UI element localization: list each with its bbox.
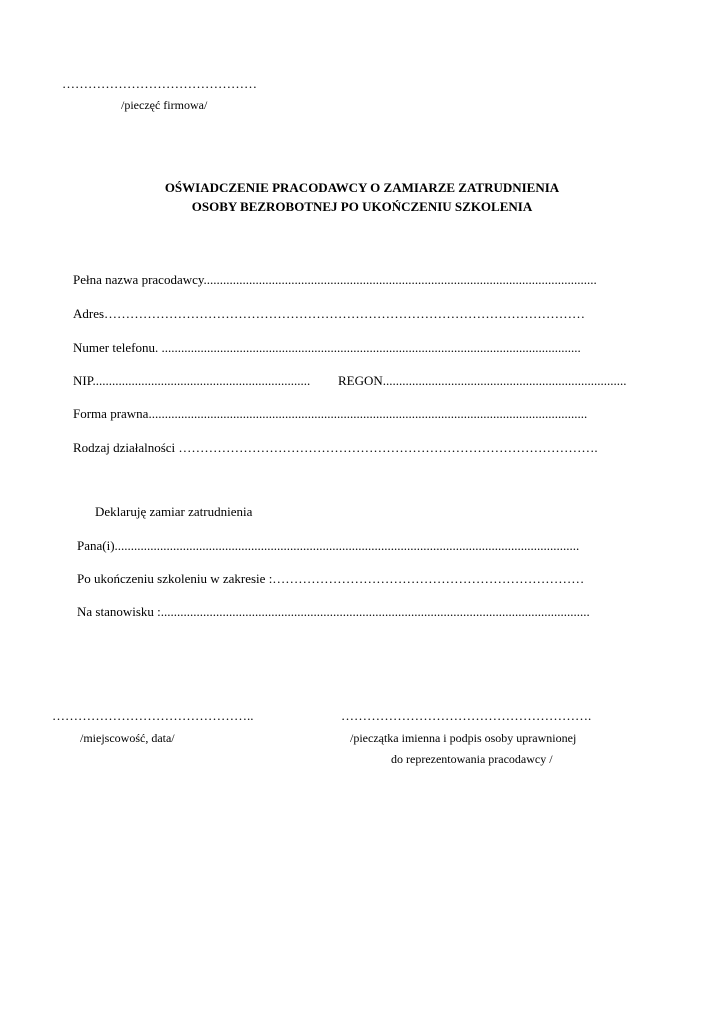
place-date-caption: /miejscowość, data/ (80, 731, 175, 745)
signature-line: …………………………………………………. (341, 708, 592, 723)
employer-activity-field[interactable]: Rodzaj działalności ……………………………………………………………………………………. (73, 440, 598, 455)
declaration-intro: Deklaruję zamiar zatrudnienia (95, 504, 253, 519)
company-stamp-caption: /pieczęć firmowa/ (121, 98, 208, 112)
document-title-line-1: OŚWIADCZENIE PRACODAWCY O ZAMIARZE ZATRUDNIENIA (164, 180, 560, 195)
company-stamp-line: ……………………………………… (62, 76, 257, 91)
declaration-person-field[interactable]: Pana(i)............................................................................................................................................... (77, 538, 580, 553)
employer-regon-field[interactable]: REGON........................................................................... (338, 373, 627, 388)
declaration-position-field[interactable]: Na stanowisku :.................................................................................................................................... (77, 604, 590, 619)
employer-legal-form-field[interactable]: Forma prawna....................................................................................................................................... (73, 406, 588, 421)
employer-full-name-field[interactable]: Pełna nazwa pracodawcy......................................................................................................................... (73, 272, 597, 287)
declaration-training-field[interactable]: Po ukończeniu szkoleniu w zakresie :……………………………………………………………… (77, 571, 585, 586)
place-date-line: ……………………………………….. (52, 708, 254, 723)
signature-caption-line-1: /pieczątka imienna i podpis osoby uprawnionej (350, 731, 577, 745)
employer-nip-field[interactable]: NIP................................................................... (73, 373, 311, 388)
employer-address-field[interactable]: Adres………………………………………………………………………………………………… (73, 306, 586, 321)
signature-caption-line-2: do reprezentowania pracodawcy / (391, 752, 553, 766)
employer-phone-field[interactable]: Numer telefonu. ................................................................................................................................. (73, 340, 581, 355)
document-title-line-2: OSOBY BEZROBOTNEJ PO UKOŃCZENIU SZKOLENIA (191, 199, 533, 214)
